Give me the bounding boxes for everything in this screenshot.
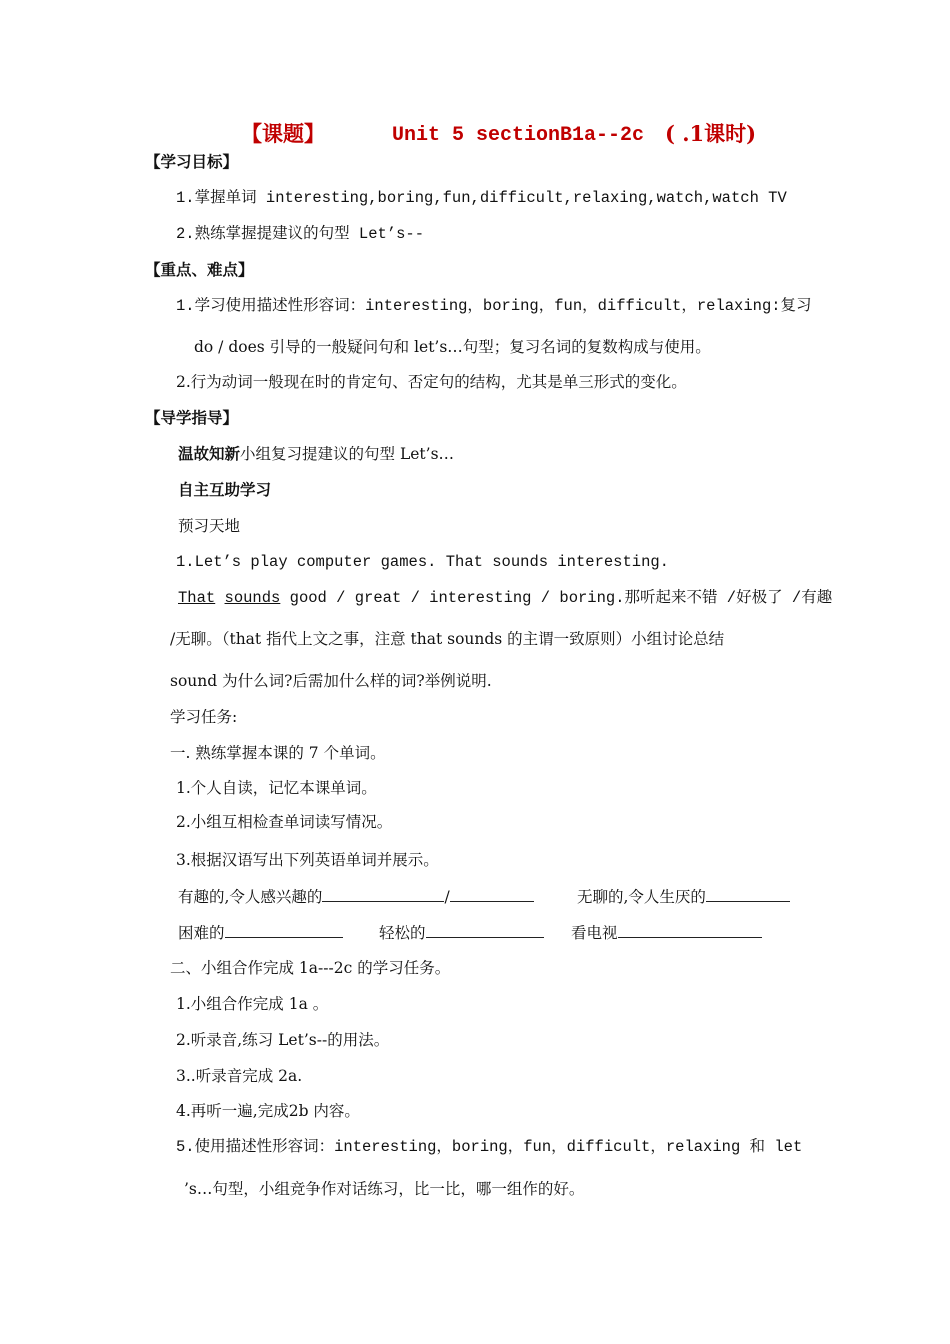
objectives-heading: 【学习目标】 bbox=[145, 152, 239, 171]
fill-row-1 bbox=[178, 886, 534, 907]
task-2-item-4: 4.再听一遍,完成2b 内容。 bbox=[176, 1102, 360, 1120]
task-1-title: 一. 熟练掌握本课的 7 个单词。 bbox=[170, 744, 386, 762]
example-sounds-underlined: sounds bbox=[224, 589, 281, 607]
example-2-line3: sound 为什么词?后需加什么样的词?举例说明. bbox=[170, 672, 492, 690]
blank-difficult[interactable] bbox=[225, 922, 343, 938]
blank-interesting-2[interactable] bbox=[450, 886, 534, 902]
review-label: 温故知新 bbox=[178, 444, 241, 463]
fill-row-1-right bbox=[577, 886, 790, 907]
task-2-item-1: 1.小组合作完成 1a 。 bbox=[176, 995, 329, 1013]
task-1-item-1: 1.个人自读，记忆本课单词。 bbox=[176, 779, 377, 797]
prompt-watch-tv: 看电视 bbox=[571, 924, 618, 942]
review-line bbox=[178, 444, 454, 464]
key-points-heading: 【重点、难点】 bbox=[145, 260, 254, 279]
fill-watch-tv bbox=[571, 922, 762, 943]
example-2-rest: good / great / interesting / boring.那听起来不错 /好极了 /有趣 bbox=[280, 589, 833, 607]
example-that-underlined: That bbox=[178, 589, 216, 607]
period-label: ( .1课时) bbox=[665, 121, 757, 146]
key-point-2: 2.行为动词一般现在时的肯定句、否定句的结构，尤其是单三形式的变化。 bbox=[176, 373, 687, 391]
fill-relaxing bbox=[379, 922, 544, 943]
blank-boring[interactable] bbox=[706, 886, 790, 902]
task-1-item-2: 2.小组互相检查单词读写情况。 bbox=[176, 813, 393, 831]
objective-item-2: 2.熟练掌握提建议的句型 Let’s-- bbox=[176, 225, 425, 243]
example-2-line2: /无聊。（that 指代上文之事，注意 that sounds 的主谓一致原则）小组讨论总结 bbox=[170, 630, 725, 648]
task-2-title: 二、小组合作完成 1a---2c 的学习任务。 bbox=[170, 959, 451, 977]
example-2-line1 bbox=[178, 588, 832, 608]
task-2-item-2: 2.听录音,练习 Let’s--的用法。 bbox=[176, 1031, 390, 1049]
task-2-item-5-line1: 5.使用描述性形容词：interesting，boring，fun，difficult，relaxing 和 let bbox=[176, 1138, 803, 1156]
blank-watch-tv[interactable] bbox=[618, 922, 762, 938]
blank-interesting[interactable] bbox=[322, 886, 444, 902]
blank-relaxing[interactable] bbox=[426, 922, 544, 938]
prompt-interesting: 有趣的,令人感兴趣的 bbox=[178, 888, 323, 906]
review-text: 小组复习提建议的句型 Let’s… bbox=[240, 445, 455, 463]
key-point-1-line2: do / does 引导的一般疑问句和 let’s…句型；复习名词的复数构成与使用。 bbox=[194, 338, 711, 356]
blank-slash: / bbox=[444, 888, 450, 906]
key-point-1-line1: 1.学习使用描述性形容词：interesting，boring，fun，difficult，relaxing:复习 bbox=[176, 297, 812, 315]
task-2-item-5-line2: ’s…句型，小组竞争作对话练习，比一比，哪一组作的好。 bbox=[184, 1180, 585, 1198]
topic-label: 【课题】 bbox=[241, 121, 325, 146]
task-1-item-3: 3.根据汉语写出下列英语单词并展示。 bbox=[176, 851, 439, 869]
tasks-label: 学习任务: bbox=[170, 708, 238, 726]
example-1: 1.Let’s play computer games. That sounds interesting. bbox=[176, 553, 669, 571]
unit-title: Unit 5 sectionB1a--2c bbox=[392, 124, 645, 147]
self-study-heading: 自主互助学习 bbox=[178, 480, 272, 499]
guide-heading: 【导学指导】 bbox=[145, 408, 239, 427]
fill-difficult bbox=[178, 922, 343, 943]
objective-item-1: 1.掌握单词 interesting,boring,fun,difficult,relaxing,watch,watch TV bbox=[176, 189, 787, 207]
prompt-difficult: 困难的 bbox=[178, 924, 225, 942]
task-2-item-3: 3..听录音完成 2a. bbox=[176, 1067, 303, 1085]
preview-heading: 预习天地 bbox=[178, 517, 241, 535]
prompt-boring: 无聊的,令人生厌的 bbox=[577, 888, 706, 906]
prompt-relaxing: 轻松的 bbox=[379, 924, 426, 942]
